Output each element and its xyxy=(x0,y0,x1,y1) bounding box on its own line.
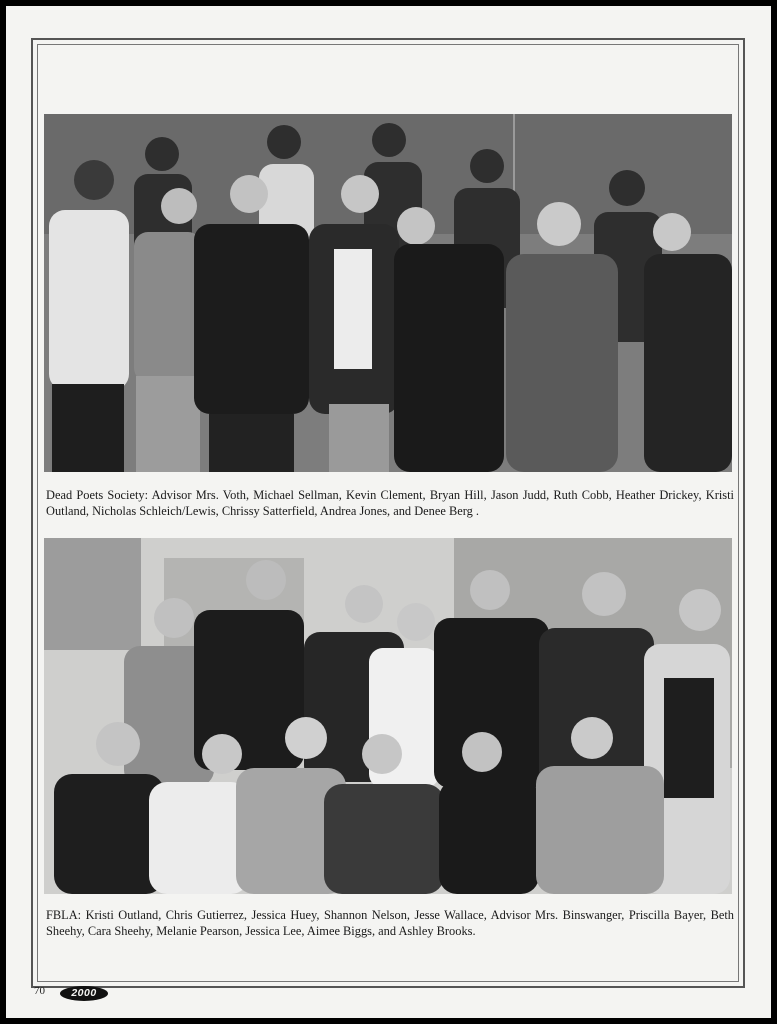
fbla-group-photo xyxy=(44,538,732,894)
photo-caption: Dead Poets Society: Advisor Mrs. Voth, Michael Sellman, Kevin Clement, Bryan Hill, Jason Judd, Ruth Cobb, Heather Drickey, Kristi Outland, Nicholas Schleich/Lewis, Chrissy Satterfield, Andrea Jones, and Denee Berg . xyxy=(46,488,734,518)
year-logo: 2000 xyxy=(60,986,108,1001)
dead-poets-society-group-photo xyxy=(44,114,732,472)
photo-caption: FBLA: Kristi Outland, Chris Gutierrez, Jessica Huey, Shannon Nelson, Jesse Wallace, Advisor Mrs. Binswanger, Priscilla Bayer, Beth Sheehy, Cara Sheehy, Melanie Pearson, Jessica Lee, Aimee Biggs, and Ashley Brooks. xyxy=(46,908,734,938)
page-number: 70 xyxy=(34,985,45,997)
yearbook-page xyxy=(6,6,771,1018)
